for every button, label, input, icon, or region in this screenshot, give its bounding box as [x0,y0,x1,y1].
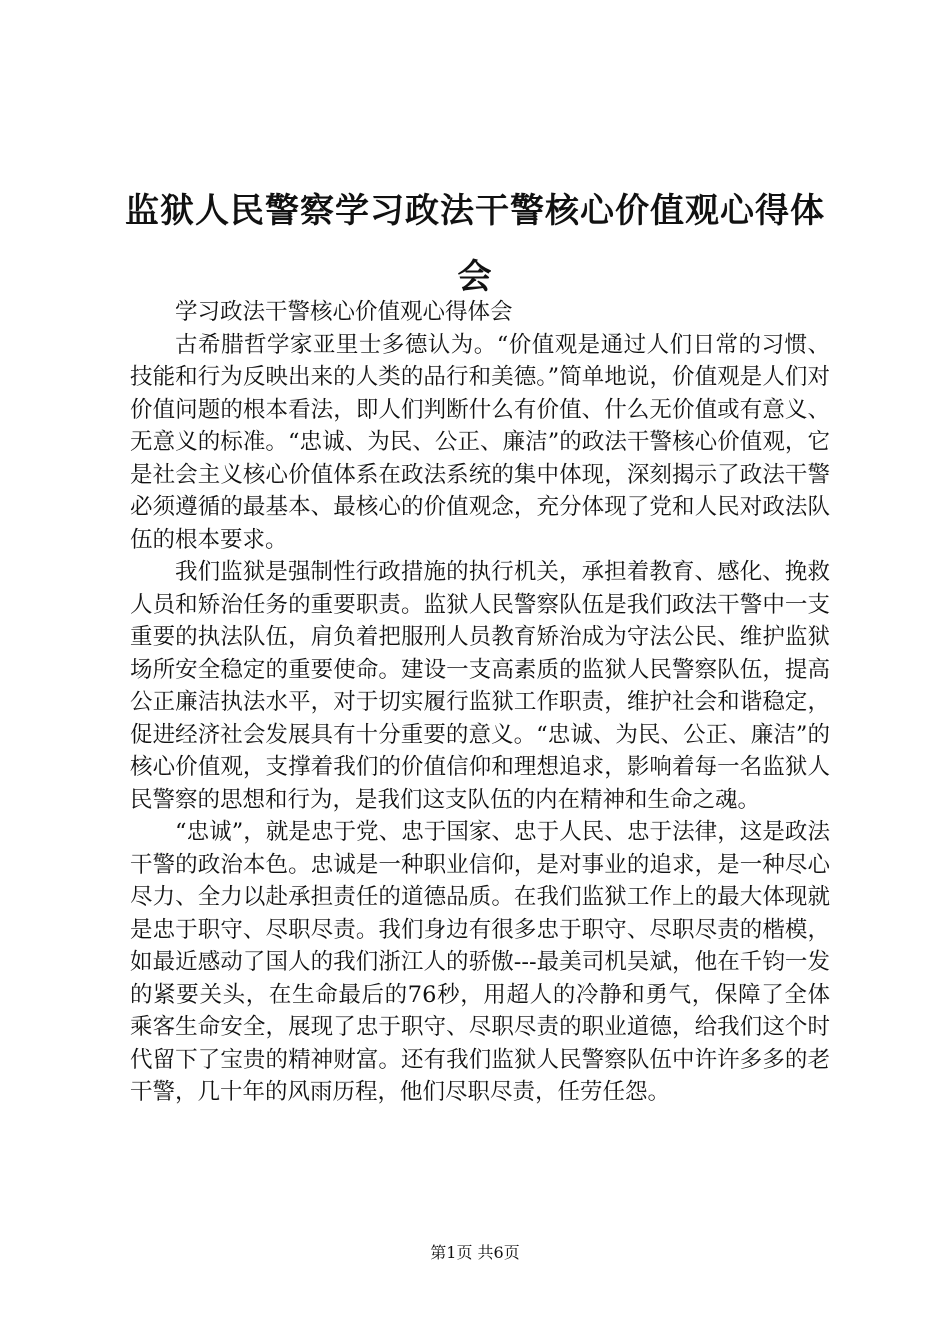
document-title: 监狱人民警察学习政法干警核心价值观心得体会 [125,191,825,297]
paragraph-subtitle: 学习政法干警核心价值观心得体会 [175,299,513,325]
page-footer: 第1页 共6页 [430,1243,520,1262]
document-body [130,296,830,1109]
paragraph: 我们监狱是强制性行政措施的执行机关，承担着教育、感化、挽救人员和矫治任务的重要职责。监狱人民警察队伍是我们政法干警中一支重要的执法队伍，肩负着把服刑人员教育矫治成为守法公民、维护监狱场所安全稳定的重要使命。建设一支高素质的监狱人民警察队伍，提高公正廉洁执法水平，对于切实履行监狱工作职责，维护社会和谐稳定，促进经济社会发展具有十分重要的意义。“忠诚、为民、公正、廉洁”的核心价值观，支撑着我们的价值信仰和理想追求，影响着每一名监狱人民警察的思想和行为，是我们这支队伍的内在精神和生命之魂。 [130,559,830,813]
paragraph: “忠诚”，就是忠于党、忠于国家、忠于人民、忠于法律，这是政法干警的政治本色。忠诚是一种职业信仰，是对事业的追求，是一种尽心尽力、全力以赴承担责任的道德品质。在我们监狱工作上的最大体现就是忠于职守、尽职尽责。我们身边有很多忠于职守、尽职尽责的楷模，如最近感动了国人的我们浙江人的骄傲---最美司机吴斌，他在千钧一发的紧要关头，在生命最后的76秒，用超人的冷静和勇气，保障了全体乘客生命安全，展现了忠于职守、尽职尽责的职业道德，给我们这个时代留下了宝贵的精神财富。还有我们监狱人民警察队伍中许许多多的老干警，几十年的风雨历程，他们尽职尽责，任劳任怨。 [130,819,830,1105]
paragraph: 古希腊哲学家亚里士多德认为。“价值观是通过人们日常的习惯、技能和行为反映出来的人类的品行和美德。”简单地说，价值观是人们对价值问题的根本看法，即人们判断什么有价值、什么无价值或有意义、无意义的标准。“忠诚、为民、公正、廉洁”的政法干警核心价值观，它是社会主义核心价值体系在政法系统的集中体现，深刻揭示了政法干警必须遵循的最基本、最核心的价值观念，充分体现了党和人民对政法队伍的根本要求。 [130,331,830,553]
